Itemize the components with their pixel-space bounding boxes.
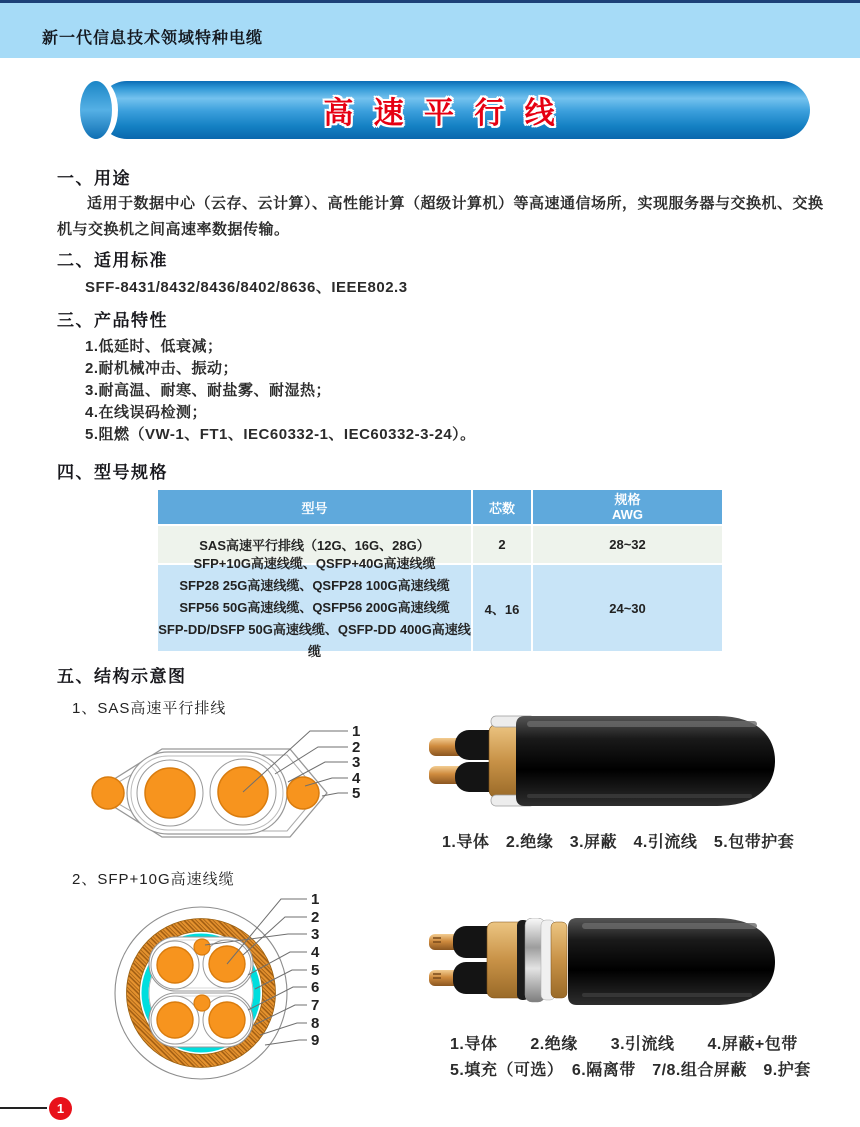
header-band-title: 新一代信息技术领域特种电缆 <box>42 30 264 47</box>
spec-table <box>158 490 722 659</box>
diagram-label: 6 <box>311 979 320 996</box>
diagram-label: 5 <box>311 962 320 979</box>
page-title: 高 速 平 行 线 <box>323 97 561 130</box>
diagram-label: 9 <box>311 1032 320 1049</box>
table-model-line: SFP+10G高速线缆、QSFP+40G高速线缆 <box>193 556 436 571</box>
table-cell-cores-row1: 2 <box>473 526 531 563</box>
page-number: 1 <box>56 1101 65 1116</box>
diagram-label: 4 <box>311 944 320 961</box>
diagram-label: 5 <box>352 785 361 802</box>
diagram-label: 8 <box>311 1015 320 1032</box>
usage-body-text: 适用于数据中心（云存、云计算）、高性能计算（超级计算机）等高速通信场所，实现服务器与交换机、交换机与交换机之间高速率数据传输。 <box>57 195 824 238</box>
diagram-label: 2 <box>311 909 320 926</box>
diagram-label: 4 <box>352 770 361 787</box>
feature-list <box>85 336 476 446</box>
conductor-circle <box>145 768 195 818</box>
section-heading-standards: 二、适用标准 <box>57 251 168 270</box>
page-number-badge <box>49 1097 72 1120</box>
diagram-label: 2 <box>352 739 361 756</box>
table-model-line: SFP56 50G高速线缆、QSFP56 200G高速线缆 <box>179 600 450 615</box>
section-heading-usage: 一、用途 <box>57 169 131 188</box>
table-header-spec-line1: 规格 <box>614 492 641 507</box>
standards-body-text: SFF-8431/8432/8436/8402/8636、IEEE802.3 <box>85 279 408 296</box>
table-header-cores: 芯数 <box>473 490 531 524</box>
diagram-label: 7 <box>311 997 320 1014</box>
feature-item: 1.低延时、低衰减； <box>85 338 223 355</box>
photo2-caption <box>450 1032 811 1084</box>
table-header-model: 型号 <box>158 490 471 524</box>
table-model-line: SFP28 25G高速线缆、QSFP28 100G高速线缆 <box>179 578 450 593</box>
feature-item: 3.耐高温、耐寒、耐盐雾、耐湿热； <box>85 382 332 399</box>
table-cell-model-row1: SAS高速平行排线（12G、16G、28G） <box>158 526 471 563</box>
table-model-line: SFP-DD/DSFP 50G高速线缆、QSFP-DD 400G高速线缆 <box>158 622 471 659</box>
subsection-title-sas: 1、SAS高速平行排线 <box>72 700 227 717</box>
footer-rule <box>0 1107 47 1109</box>
sfp-cross-section-diagram <box>85 885 335 1085</box>
diagram-label: 3 <box>311 926 320 943</box>
photo1-caption: 1.导体 2.绝缘 3.屏蔽 4.引流线 5.包带护套 <box>442 834 795 851</box>
photo2-caption-line2: 5.填充（可选） 6.隔离带 7/8.组合屏蔽 9.护套 <box>450 1062 811 1079</box>
sfp-cable-photo <box>427 918 777 1006</box>
drain-wire-circle <box>287 777 319 809</box>
photo2-caption-line1: 1.导体 2.绝缘 3.引流线 4.屏蔽+包带 <box>450 1036 798 1053</box>
table-header-spec-line2: AWG <box>611 507 644 522</box>
diagram-label: 1 <box>352 723 361 740</box>
braid-ring <box>551 922 567 998</box>
cable-jacket <box>568 918 775 1005</box>
section-heading-structure: 五、结构示意图 <box>57 667 187 686</box>
cable-jacket <box>516 716 775 806</box>
feature-item: 5.阻燃（VW-1、FT1、IEC60332-1、IEC60332-3-24）。 <box>85 426 476 443</box>
sas-cross-section-diagram <box>70 712 380 860</box>
table-cell-models-row2 <box>158 556 471 659</box>
feature-item: 4.在线误码检测； <box>85 404 208 421</box>
diagram-label: 3 <box>352 754 361 771</box>
diagram-label: 1 <box>311 891 320 908</box>
table-header-spec <box>533 490 722 524</box>
table-cell-cores-row2: 4、16 <box>473 565 531 651</box>
section-heading-models: 四、型号规格 <box>57 463 168 482</box>
drain-wire-circle <box>92 777 124 809</box>
feature-item: 2.耐机械冲击、振动； <box>85 360 239 377</box>
section-heading-features: 三、产品特性 <box>57 311 168 330</box>
sas-cable-photo <box>427 714 777 808</box>
table-cell-awg-row1: 28~32 <box>533 526 722 563</box>
table-cell-awg-row2: 24~30 <box>533 565 722 651</box>
subsection-title-sfp: 2、SFP+10G高速线缆 <box>72 871 235 888</box>
